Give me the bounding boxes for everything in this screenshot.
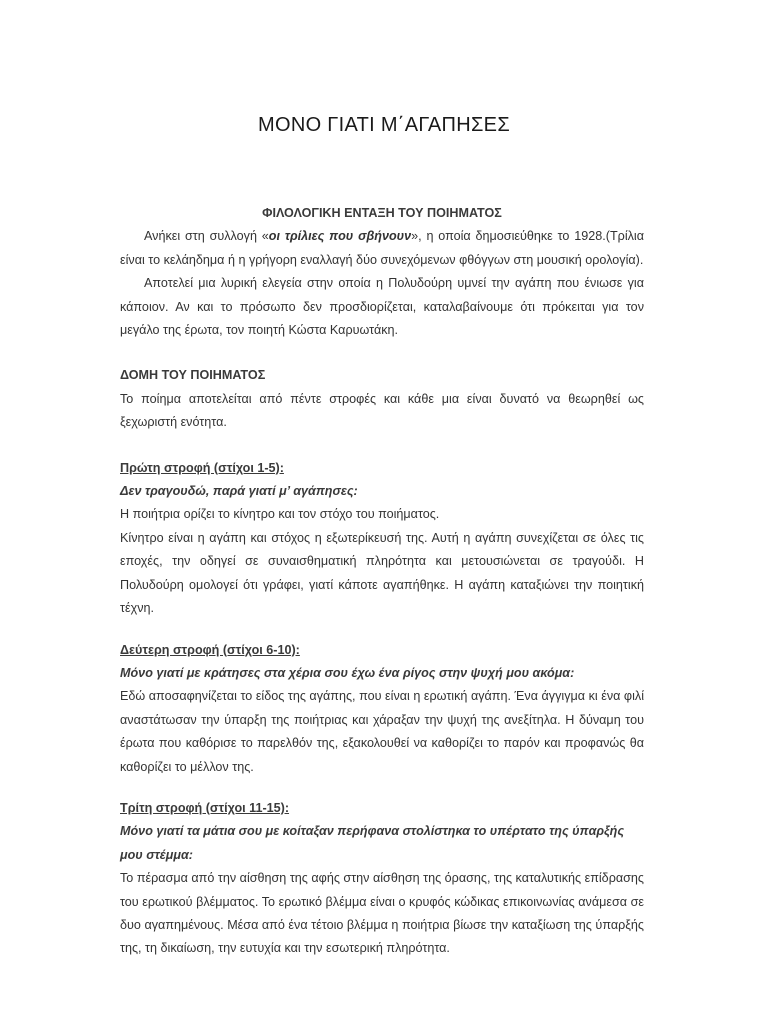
structure-text: Το ποίημα αποτελείται από πέντε στροφές και κάθε μια είναι δυνατό να θεωρηθεί ως ξεχωριστή ενότητα.: [120, 391, 644, 430]
intro-paragraph-1: [120, 225, 644, 272]
structure-heading: ΔΟΜΗ ΤΟΥ ΠΟΙΗΜΑΤΟΣ: [120, 368, 266, 383]
page-title: ΜΟΝΟ ΓΙΑΤΙ Μ΄ΑΓΑΠΗΣΕΣ: [258, 114, 510, 136]
intro-p1-end: », η οποία δημοσιεύθηκε το 1928.(Τρίλια είναι το κελάηδημα ή η γρήγορη εναλλαγή δύο συνεχόμενων φθόγγων στη μουσική ορολογία).: [120, 229, 644, 267]
stanza1-line1: Η ποιήτρια ορίζει το κίνητρο και τον στόχο του ποιήματος.: [120, 507, 440, 522]
stanza1-quote: Δεν τραγουδώ, παρά γιατί μ’ αγάπησες:: [120, 484, 358, 499]
intro-heading: ΦΙΛΟΛΟΓΙΚΗ ΕΝΤΑΞΗ ΤΟΥ ΠΟΙΗΜΑΤΟΣ: [262, 206, 502, 220]
stanza3-text: Το πέρασμα από την αίσθηση της αφής στην αίσθηση της όρασης, της καταλυτικής επίδρασης του ερωτικού βλέμματος. Το ερωτικό βλέμμα είναι ο κρυφός κώδικας επικοινωνίας ανάμεσα σε δυο αγαπημένους. Μέσα από ένα τέτοιο βλέμμα η ποιήτρια βίωσε την καταξίωση της ύπαρξής της, τη δικαίωση, την ευτυχία και την εσωτερική πληρότητα.: [120, 871, 644, 956]
intro-p1-start: Ανήκει στη συλλογή «: [144, 229, 269, 244]
stanza2-heading: Δεύτερη στροφή (στίχοι 6-10):: [120, 642, 300, 657]
stanza2-text: Εδώ αποσαφηνίζεται το είδος της αγάπης, που είναι η ερωτική αγάπη. Ένα άγγιγμα κι ένα φιλί αναστάτωσαν την ύπαρξη της ποιήτριας και χάραξαν την ψυχή της ανεξίτηλα. Η δύναμη του έρωτα που καθόρισε το παρελθόν της, εξακολουθεί να καθορίζει το παρόν και προφανώς θα καθορίζει το μέλλον της.: [120, 689, 644, 774]
collection-name: οι τρίλιες που σβήνουν: [268, 229, 412, 244]
stanza2-quote: Μόνο γιατί με κράτησες στα χέρια σου έχω ένα ρίγος στην ψυχή μου ακόμα:: [120, 665, 575, 680]
stanza1-line2: Κίνητρο είναι η αγάπη και στόχος η εξωτερίκευσή της. Αυτή η αγάπη συνεχίζεται σε όλες τις εποχές, την οδηγεί σε συναισθηματική πληρότητα και μετουσιώνεται σε τραγούδι. Η Πολυδούρη ομολογεί ότι γράφει, γιατί κάποτε αγαπήθηκε. Η αγάπη καταξιώνει την ποιητική τέχνη.: [120, 530, 644, 616]
stanza3-quote: Μόνο γιατί τα μάτια σου με κοίταξαν περήφανα στολίστηκα το υπέρτατο της ύπαρξής μου στέμμα:: [120, 824, 625, 862]
document-body: [120, 202, 644, 961]
stanza3-heading: Τρίτη στροφή (στίχοι 11-15):: [120, 800, 290, 815]
intro-paragraph-2: Αποτελεί μια λυρική ελεγεία στην οποία η Πολυδούρη υμνεί την αγάπη που ένιωσε για κάποιον. Αν και το πρόσωπο δεν προσδιορίζεται, καταλαβαίνουμε ότι πρόκειται για τον μεγάλο της έρωτα, τον ποιητή Κώστα Καρυωτάκη.: [120, 276, 644, 338]
stanza1-heading: Πρώτη στροφή (στίχοι 1-5):: [120, 460, 284, 475]
